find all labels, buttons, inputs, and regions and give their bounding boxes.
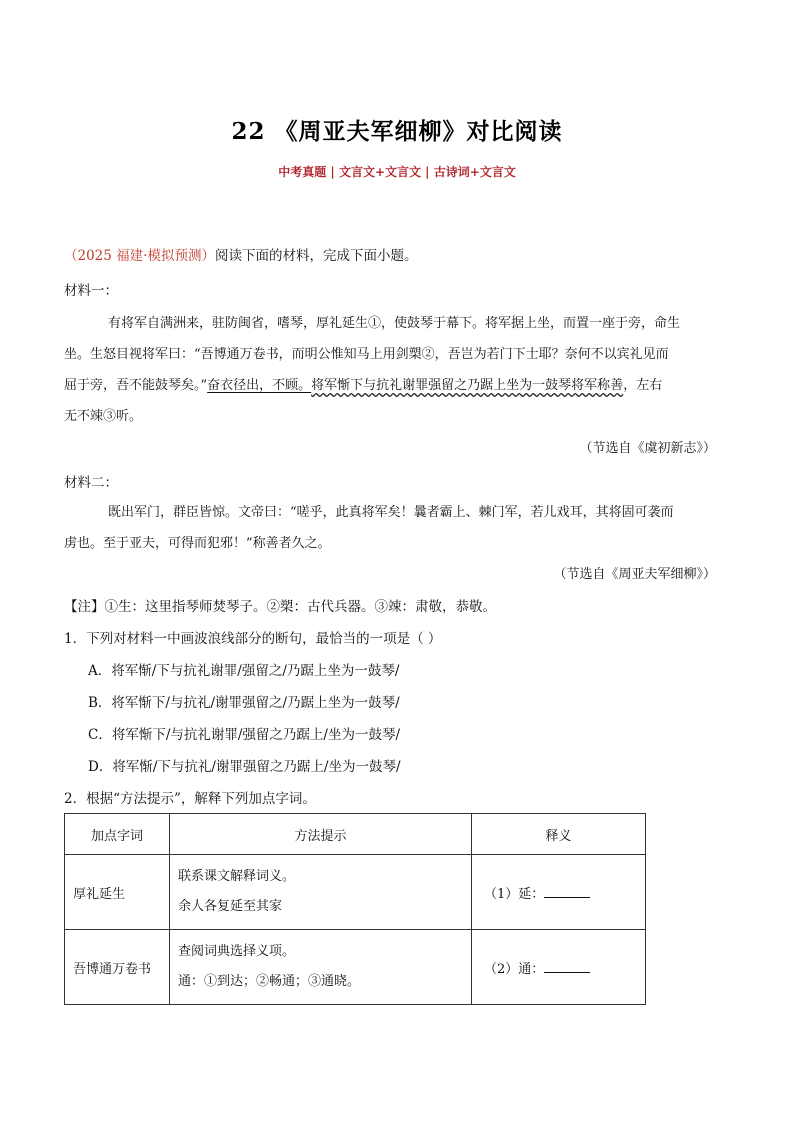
table-header-row — [65, 814, 646, 855]
hint-line: 通：①到达；②畅通；③通晓。 — [178, 974, 361, 989]
source-tag: （2025 福建·模拟预测） — [64, 248, 215, 264]
header-hint: 方法提示 — [170, 814, 472, 855]
intro-line — [64, 246, 417, 266]
option-d[interactable]: D．将军惭/下与抗礼/谢罪强留之乃踞上/坐为一鼓琴/ — [88, 759, 401, 775]
material2-label: 材料二： — [64, 475, 118, 491]
material1-source: （节选自《虞初新志》） — [579, 441, 716, 456]
hint-line: 余人各复延至其家 — [178, 899, 283, 914]
row-hint — [170, 930, 472, 1005]
table-row — [65, 930, 646, 1005]
material1-line4: 无不竦③听。 — [64, 409, 143, 424]
page-title: 22 《周亚夫军细柳》对比阅读 — [231, 118, 563, 145]
answer-blank[interactable] — [544, 885, 590, 898]
material1-text: 屈于旁，吾不能鼓琴矣。” — [64, 378, 208, 393]
answer-label: （1）延： — [484, 886, 545, 902]
row-word: 吾博通万卷书 — [65, 930, 170, 1005]
material1-label: 材料一： — [64, 283, 118, 299]
hint-line: 查阅词典选择义项。 — [178, 944, 296, 959]
header-word: 加点字词 — [65, 814, 170, 855]
row-answer[interactable] — [472, 930, 646, 1005]
row-hint — [170, 855, 472, 930]
page-subtitle: 中考真题 | 文言文+文言文 | 古诗词+文言文 — [278, 165, 516, 179]
method-table — [64, 813, 646, 1005]
material1-text: ，左右 — [623, 378, 663, 393]
answer-label: （2）通： — [484, 961, 545, 977]
row-answer[interactable] — [472, 855, 646, 930]
material2-source: （节选自《周亚夫军细柳》） — [553, 567, 716, 582]
table-row — [65, 855, 646, 930]
option-c[interactable]: C．将军惭下/与抗礼谢罪/强留之乃踞上/坐为一鼓琴/ — [88, 727, 401, 743]
material1-line1: 有将军自满洲来，驻防闽省，嗜琴，厚礼延生①，使鼓琴于幕下。将军据上坐，而置一座于旁，命生 — [108, 316, 681, 331]
option-a[interactable]: A．将军惭/下与抗礼谢罪/强留之/乃踞上坐为一鼓琴/ — [88, 663, 400, 679]
row-word: 厚礼延生 — [65, 855, 170, 930]
question-1-stem: 1．下列对材料一中画波浪线部分的断句，最恰当的一项是（ ） — [64, 631, 442, 647]
material1-line2: 坐。生怒目视将军曰：“吾博通万卷书，而明公惟知马上用剑槊②，吾岂为若门下士耶？奈何不以宾礼见而 — [64, 347, 669, 362]
option-b[interactable]: B．将军惭下/与抗礼/谢罪强留之/乃踞上坐为一鼓琴/ — [88, 695, 400, 711]
instruction: 阅读下面的材料，完成下面小题。 — [214, 248, 418, 264]
underlined-phrase: 奋衣径出，不顾。 — [207, 378, 312, 393]
question-2-stem: 2．根据“方法提示”，解释下列加点字词。 — [64, 791, 316, 807]
notes: 【注】①生：这里指琴师焚琴子。②槊：古代兵器。③竦：肃敬，恭敬。 — [64, 599, 496, 615]
material2-line2: 虏也。至于亚夫，可得而犯邪！”称善者久之。 — [64, 536, 331, 551]
answer-blank[interactable] — [544, 960, 590, 973]
hint-line: 联系课文解释词义。 — [178, 869, 296, 884]
header-meaning: 释义 — [472, 814, 646, 855]
wavy-underlined-phrase: 将军惭下与抗礼谢罪强留之乃踞上坐为一鼓琴将军称善 — [311, 378, 624, 393]
material2-line1: 既出军门，群臣皆惊。文帝曰：“嗟乎，此真将军矣！曩者霸上、棘门军，若儿戏耳，其将固可袭而 — [108, 505, 674, 520]
material1-line3 — [64, 376, 662, 396]
